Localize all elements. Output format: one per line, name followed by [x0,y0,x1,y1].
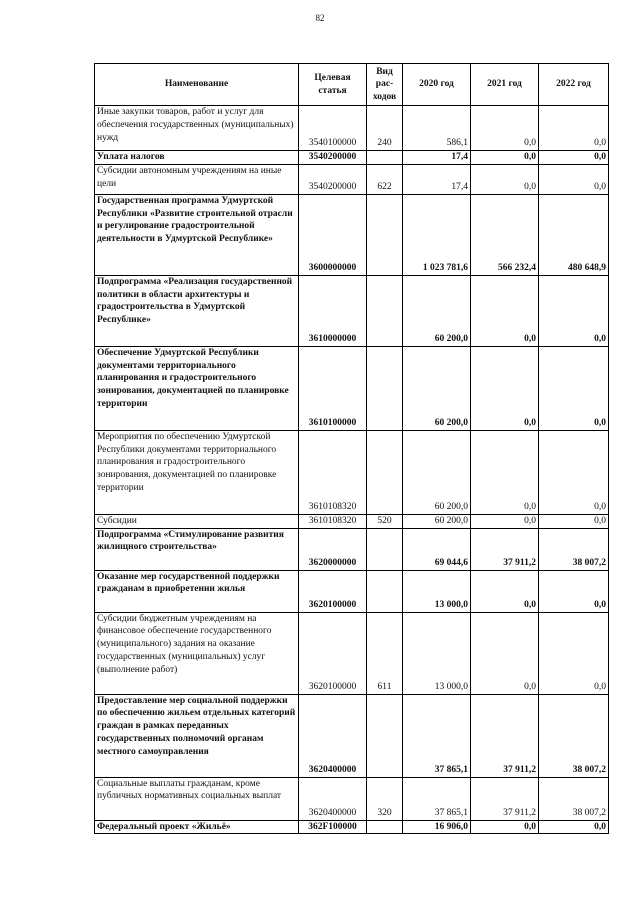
row-target: 3610000000 [299,275,367,346]
header-2022: 2022 год [539,64,609,106]
row-2020: 60 200,0 [403,514,471,528]
row-2021: 37 911,2 [471,694,539,777]
row-target: 3540200000 [299,151,367,165]
row-2022: 0,0 [539,820,609,834]
row-target: 3620100000 [299,570,367,612]
row-name: Мероприятия по обеспечению Удмуртской Республики документами территориального планирования и градостроительного зонирования, документацией по планировке территории [95,430,299,514]
row-name: Субсидии [95,514,299,528]
row-name: Федеральный проект «Жильё» [95,820,299,834]
row-name: Иные закупки товаров, работ и услуг для обеспечения государственных (муниципальных) нужд [95,106,299,151]
row-2020: 13 000,0 [403,570,471,612]
row-2021: 0,0 [471,164,539,194]
row-2022: 0,0 [539,151,609,165]
row-type [367,430,403,514]
row-2021: 0,0 [471,275,539,346]
row-2020: 17,4 [403,164,471,194]
table-row [95,820,609,834]
row-target: 3540200000 [299,164,367,194]
table-row [95,346,609,430]
row-2022: 0,0 [539,106,609,151]
row-target: 3540100000 [299,106,367,151]
table-row [95,570,609,612]
row-2021: 0,0 [471,820,539,834]
table-row [95,514,609,528]
row-target: 3620400000 [299,694,367,777]
row-2022: 38 007,2 [539,694,609,777]
row-2021: 0,0 [471,612,539,694]
row-type [367,194,403,275]
row-target: 3600000000 [299,194,367,275]
row-2022: 0,0 [539,275,609,346]
row-2021: 566 232,4 [471,194,539,275]
row-type [367,694,403,777]
table-row [95,194,609,275]
table-row [95,528,609,570]
row-type [367,275,403,346]
row-name: Субсидии бюджетным учреждениям на финансовое обеспечение государственного (муниципального) задания на оказание государственных (муниципальных) услуг (выполнение работ) [95,612,299,694]
row-type: 622 [367,164,403,194]
row-name: Оказание мер государственной поддержки гражданам в приобретении жилья [95,570,299,612]
row-2022: 0,0 [539,164,609,194]
row-2021: 37 911,2 [471,777,539,820]
row-type: 520 [367,514,403,528]
row-name: Уплата налогов [95,151,299,165]
row-name: Предоставление мер социальной поддержки по обеспечению жильем отдельных категорий граждан в рамках переданных государственных полномочий органам местного самоуправления [95,694,299,777]
header-name: Наименование [95,64,299,106]
page-number: 82 [315,13,325,23]
row-2022: 480 648,9 [539,194,609,275]
row-type [367,151,403,165]
header-2021: 2021 год [471,64,539,106]
row-2022: 0,0 [539,430,609,514]
row-name: Государственная программа Удмуртской Республики «Развитие строительной отрасли и регулирование градостроительной деятельности в Удмуртской Республике» [95,194,299,275]
row-2022: 0,0 [539,514,609,528]
row-2020: 1 023 781,6 [403,194,471,275]
row-type [367,820,403,834]
row-target: 3610108320 [299,430,367,514]
row-name: Подпрограмма «Стимулирование развития жилищного строительства» [95,528,299,570]
row-target: 3620000000 [299,528,367,570]
row-2020: 37 865,1 [403,694,471,777]
row-target: 3610100000 [299,346,367,430]
row-type [367,528,403,570]
table-header-row [95,64,609,106]
row-target: 3620100000 [299,612,367,694]
row-2020: 60 200,0 [403,346,471,430]
table-row [95,694,609,777]
row-name: Социальные выплаты гражданам, кроме публичных нормативных социальных выплат [95,777,299,820]
table-row [95,612,609,694]
row-2020: 37 865,1 [403,777,471,820]
row-target: 362F100000 [299,820,367,834]
row-2021: 0,0 [471,106,539,151]
header-2020: 2020 год [403,64,471,106]
row-target: 3610108320 [299,514,367,528]
table-row [95,106,609,151]
header-target: Целевая статья [299,64,367,106]
row-type [367,346,403,430]
row-2020: 60 200,0 [403,430,471,514]
row-2022: 0,0 [539,346,609,430]
row-name: Обеспечение Удмуртской Республики документами территориального планирования и градостроительного зонирования, документацией по планировке территории [95,346,299,430]
row-2020: 586,1 [403,106,471,151]
row-2021: 0,0 [471,570,539,612]
row-2021: 0,0 [471,151,539,165]
table-row [95,164,609,194]
row-type: 240 [367,106,403,151]
row-type: 320 [367,777,403,820]
table-row [95,275,609,346]
row-2022: 0,0 [539,612,609,694]
row-type: 611 [367,612,403,694]
row-target: 3620400000 [299,777,367,820]
row-2022: 38 007,2 [539,528,609,570]
table-row [95,430,609,514]
table-row [95,777,609,820]
row-2021: 37 911,2 [471,528,539,570]
header-type: Вид рас-ходов [367,64,403,106]
row-type [367,570,403,612]
row-2020: 69 044,6 [403,528,471,570]
row-2022: 38 007,2 [539,777,609,820]
row-2021: 0,0 [471,430,539,514]
row-name: Субсидии автономным учреждениям на иные цели [95,164,299,194]
row-2020: 60 200,0 [403,275,471,346]
row-2020: 16 906,0 [403,820,471,834]
row-2021: 0,0 [471,346,539,430]
row-2021: 0,0 [471,514,539,528]
budget-table [94,63,609,834]
row-2020: 17,4 [403,151,471,165]
row-name: Подпрограмма «Реализация государственной политики в области архитектуры и градостроительства в Удмуртской Республике» [95,275,299,346]
table-row [95,151,609,165]
row-2020: 13 000,0 [403,612,471,694]
row-2022: 0,0 [539,570,609,612]
